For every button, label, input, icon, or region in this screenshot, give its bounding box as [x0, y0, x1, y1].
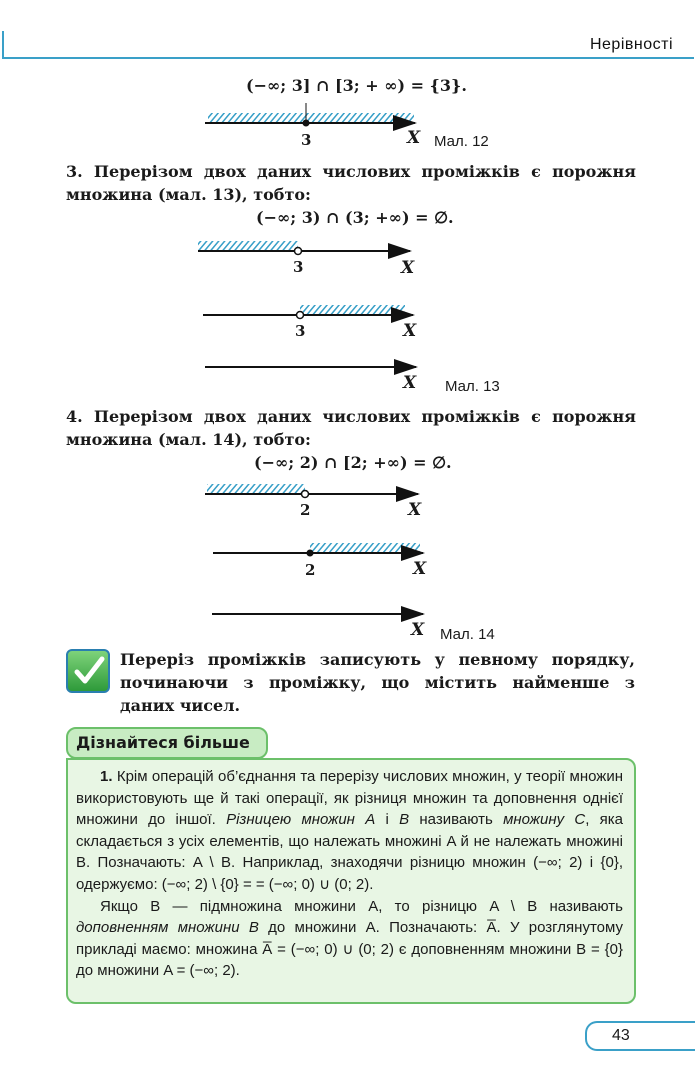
fig14-axis-label-1: X [408, 500, 422, 520]
fig14-axis-label-2: X [413, 559, 427, 579]
page-number-frame [585, 1021, 695, 1051]
fig14-line1 [205, 484, 418, 498]
text-span: і [375, 811, 400, 829]
item4-text: 4. Перерізом двох даних числових проміжків є порожня множина (мал. 14), тобто: [66, 407, 636, 449]
fig12-caption: Мал. 12 [434, 133, 489, 150]
text-span: Крім операцій об’єднання та перерізу числових множин, у теорії множин використовують ще й такі операції, як різниця множин та доповнення однієї множини до іншої. [76, 768, 623, 829]
fig13-point-label-2: 3 [295, 322, 306, 340]
fig14-point-label-2: 2 [305, 561, 316, 579]
fig14-hatch-2 [310, 543, 420, 552]
fig12-axis-label: X [407, 128, 421, 148]
fig13-line2 [203, 305, 413, 319]
fig12-point-label: 3 [301, 131, 312, 149]
fig13-caption: Мал. 13 [445, 378, 500, 395]
paragraph-number: 1. [100, 768, 113, 785]
fig12-hatch-left [208, 113, 306, 122]
fig13-point-2 [297, 312, 304, 319]
learn-more-paragraph-1 [76, 766, 623, 896]
fig12-formula: (−∞; 3] ∩ [3; + ∞) = {3}. [246, 76, 467, 95]
checkmark-icon [66, 649, 110, 693]
text-span: до множини A. Позначають: A̅. У розглянутому прикладі маємо: множина A̅ = (−∞; 0) ∪ (0; 2) є доповненням множини B = {0} до множини A = (−∞; 2). [76, 919, 623, 980]
page-number: 43 [612, 1027, 630, 1044]
section-title: Нерівності [589, 36, 673, 53]
learn-more-text [76, 766, 623, 982]
fig14-line2 [213, 543, 423, 557]
fig13-hatch-2 [300, 305, 405, 314]
learn-more-title: Дізнайтеся більше [76, 733, 250, 752]
fig13-line1 [198, 241, 410, 255]
item3-formula: (−∞; 3) ∩ (3; +∞) = ∅. [256, 208, 454, 227]
fig12-number-line [205, 103, 415, 127]
fig14-point-1 [302, 491, 309, 498]
fig13-point-1 [295, 248, 302, 255]
term-complement: доповненням множини B [76, 919, 259, 937]
note-text: Переріз проміжків записують у певному порядку, починаючи з проміжку, що містить найменше з даних чисел. [120, 650, 635, 715]
fig13-axis-label-2: X [403, 321, 417, 341]
item4-formula: (−∞; 2) ∩ [2; +∞) = ∅. [254, 453, 452, 472]
learn-more-paragraph-2 [76, 896, 623, 982]
fig13-axis-label-3: X [403, 373, 417, 393]
text-span: , яка складається з усіх елементів, що належать множині A й не належать множині B. Позначають: A \ B. Наприклад, знаходячи різницю множин (−∞; 2) і {0}, одержуємо: (−∞; 2) \ {0} = = (−∞; 0) ∪ (0; 2). [76, 811, 623, 893]
fig14-hatch-1 [207, 484, 305, 493]
fig13-axis-label-1: X [401, 258, 415, 278]
term-set-c: множину C [503, 811, 586, 829]
fig14-point-label-1: 2 [300, 501, 311, 519]
fig13-point-label-1: 3 [293, 258, 304, 276]
fig13-hatch-1 [198, 241, 298, 250]
text-span: Якщо B — підмножина множини A, то різницю A \ B називають [100, 897, 623, 915]
term-difference: Різницею множин A [226, 811, 376, 829]
text-span: називають [409, 811, 504, 829]
item3-text: 3. Перерізом двох даних числових проміжків є порожня множина (мал. 13), тобто: [66, 162, 636, 204]
fig14-point-2 [307, 550, 314, 557]
fig14-axis-label-3: X [411, 620, 425, 640]
fig12-hatch-right [306, 113, 414, 122]
fig12-point [303, 120, 310, 127]
term-b: B [399, 811, 410, 829]
fig14-caption: Мал. 14 [440, 626, 495, 643]
